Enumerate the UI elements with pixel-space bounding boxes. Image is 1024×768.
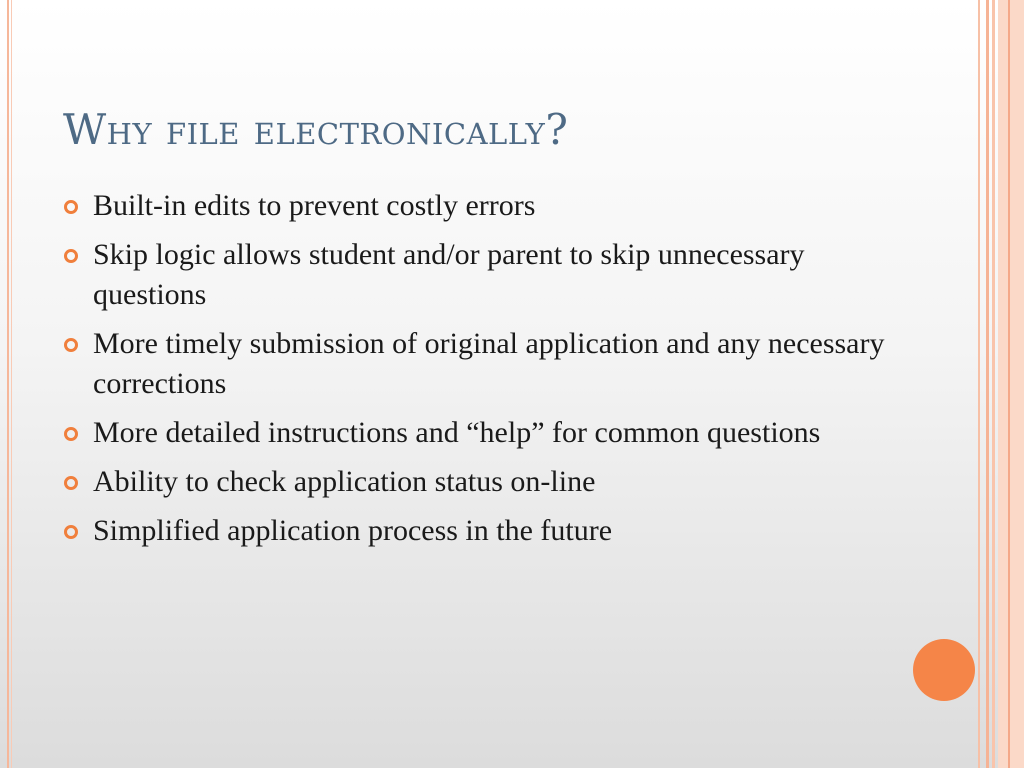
bullet-item	[64, 324, 924, 404]
bullet-text: More detailed instructions and “help” for common questions	[93, 416, 821, 449]
right-border-line	[978, 0, 980, 768]
slide-title: Why file electronically?	[63, 105, 569, 154]
hollow-circle-bullet-icon	[64, 427, 78, 441]
hollow-circle-bullet-icon	[64, 476, 78, 490]
bullet-text: Built-in edits to prevent costly errors	[93, 189, 536, 222]
bullet-text: Simplified application process in the future	[93, 514, 613, 547]
left-border-line-inner	[11, 0, 12, 768]
left-border-line	[7, 0, 9, 768]
hollow-circle-bullet-icon	[64, 525, 78, 539]
bullet-text: Ability to check application status on-line	[93, 465, 596, 498]
bullet-text: More timely submission of original application and any necessary corrections	[93, 327, 885, 400]
right-border-band	[998, 0, 1024, 768]
hollow-circle-bullet-icon	[64, 338, 78, 352]
hollow-circle-bullet-icon	[64, 249, 78, 263]
orange-circle-icon	[913, 639, 975, 701]
right-border-line	[992, 0, 995, 768]
bullet-item	[64, 186, 924, 226]
bullet-item	[64, 413, 924, 453]
bullet-list	[64, 186, 924, 560]
right-border-line	[1008, 0, 1010, 768]
bullet-item	[64, 235, 924, 315]
right-border-line	[986, 0, 989, 768]
bullet-item	[64, 462, 924, 502]
bullet-text: Skip logic allows student and/or parent to skip unnecessary questions	[93, 238, 805, 311]
bullet-item	[64, 511, 924, 551]
hollow-circle-bullet-icon	[64, 200, 78, 214]
